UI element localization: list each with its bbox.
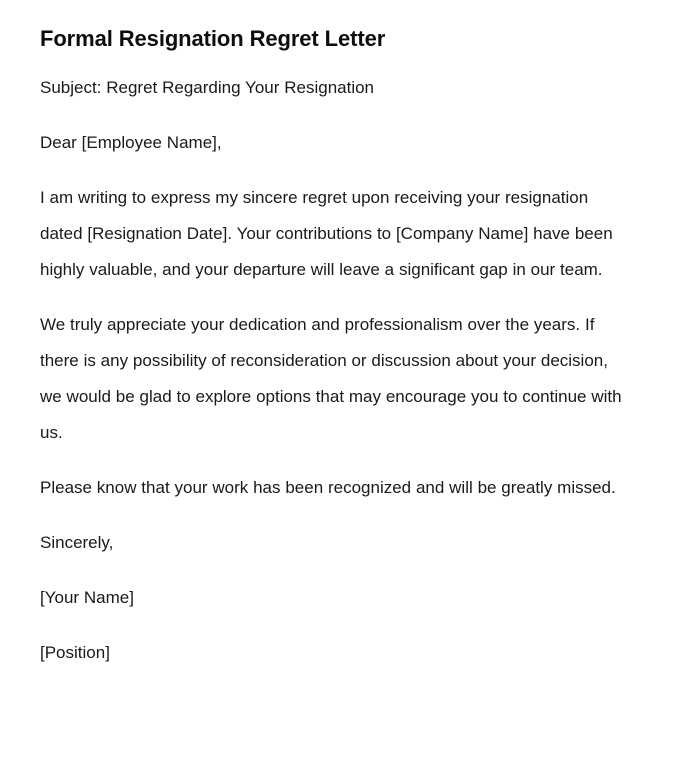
signature-position: [Position] <box>40 643 110 662</box>
salutation: Dear [Employee Name], <box>40 133 222 152</box>
body-paragraph-2: We truly appreciate your dedication and professionalism over the years. If there is any possibility of reconsideration or discussion about your decision, we would be glad to explore options that may encourage you to continue with us. <box>40 315 622 442</box>
page-title: Formal Resignation Regret Letter <box>40 26 386 51</box>
body-paragraph-1: I am writing to express my sincere regret upon receiving your resignation dated [Resignation Date]. Your contributions to [Company Name] have been highly valuable, and your departure will leave a significant gap in our team. <box>40 188 613 279</box>
closing: Sincerely, <box>40 533 114 552</box>
subject-line: Subject: Regret Regarding Your Resignation <box>40 78 375 97</box>
body-paragraph-3: Please know that your work has been recognized and will be greatly missed. <box>40 478 616 497</box>
signature-name: [Your Name] <box>40 588 134 607</box>
